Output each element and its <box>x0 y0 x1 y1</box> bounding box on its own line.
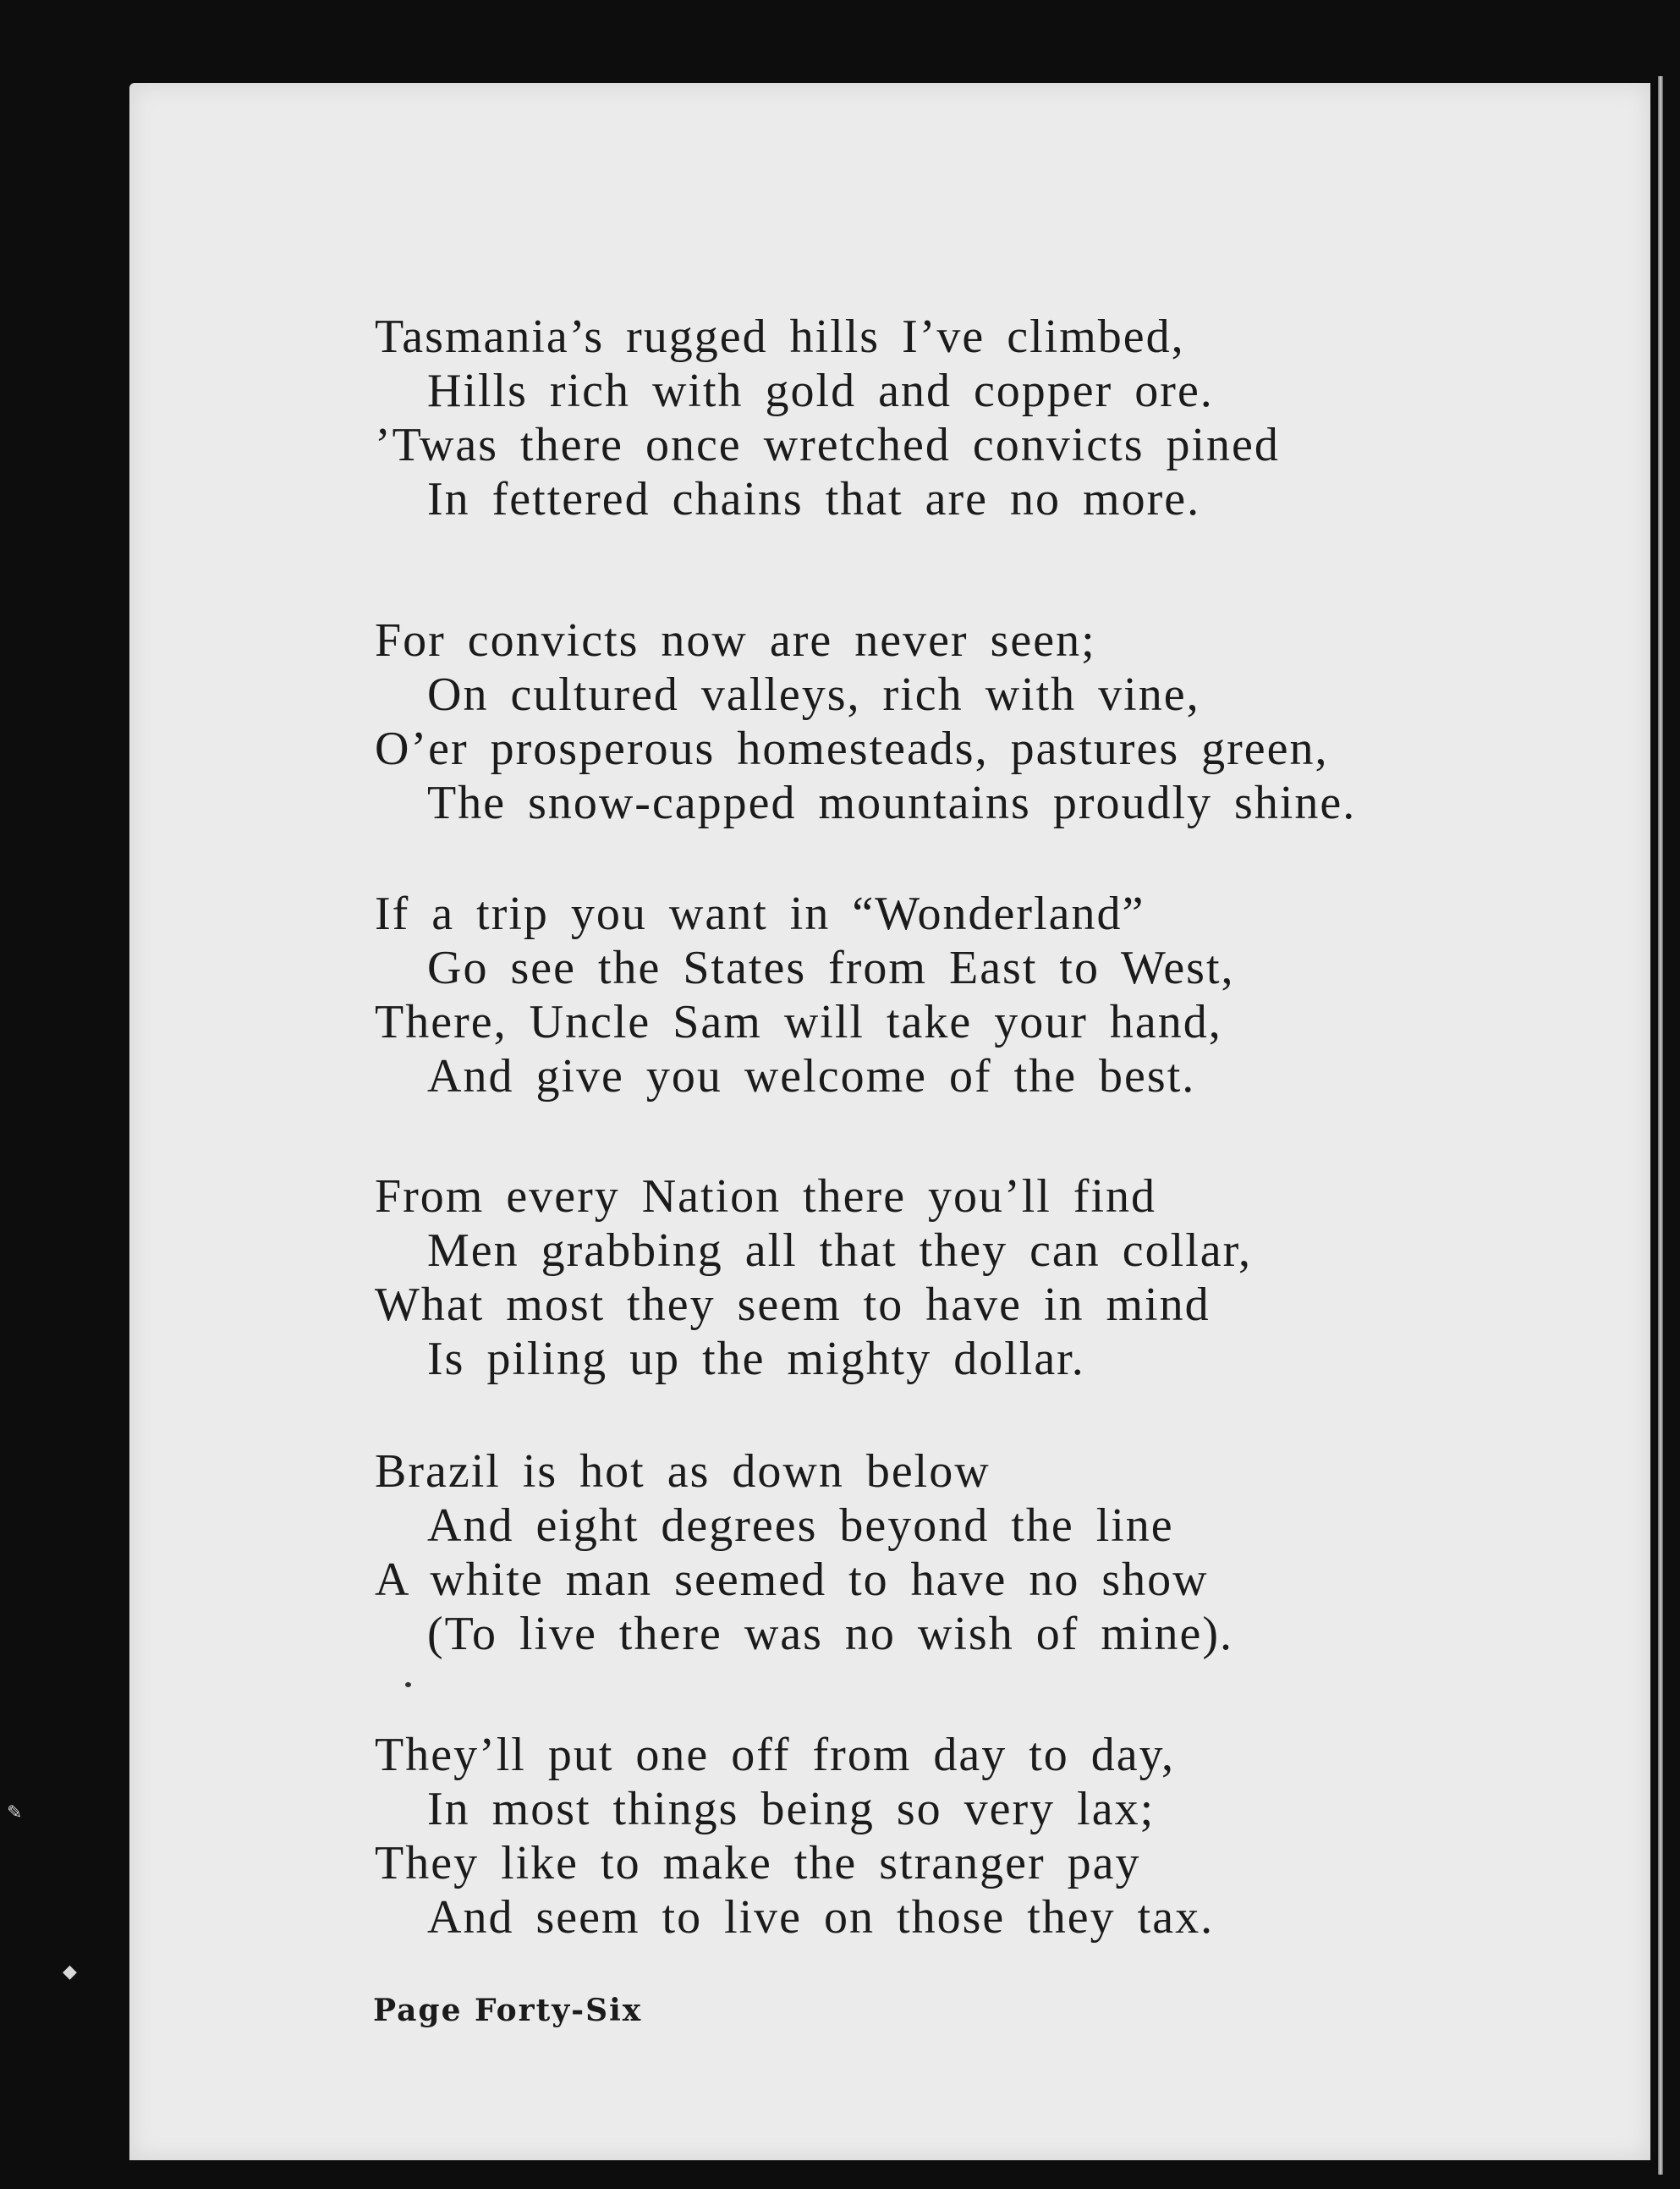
margin-mark-icon: ✎ <box>7 1802 23 1823</box>
stanza-6 <box>375 1728 1610 1944</box>
stanza-line: Brazil is hot as down below <box>375 1445 991 1498</box>
stanza-2 <box>375 613 1610 830</box>
stanza-line: A white man seemed to have no show <box>375 1554 1209 1606</box>
stanza-line: Is piling up the mighty dollar. <box>427 1333 1085 1385</box>
stanza-line: The snow-capped mountains proudly shine. <box>427 777 1357 829</box>
stanza-line: For convicts now are never seen; <box>375 614 1096 667</box>
stanza-line: Tasmania’s rugged hills I’ve climbed, <box>375 311 1185 363</box>
stanza-5 <box>375 1444 1610 1661</box>
stanza-line: (To live there was no wish of mine). <box>427 1608 1233 1660</box>
stanza-line: From every Nation there you’ll find <box>375 1170 1157 1223</box>
scan-edge <box>1658 76 1663 2175</box>
stanza-line: ’Twas there once wretched convicts pined <box>375 419 1280 471</box>
stanza-line: If a trip you want in “Wonderland” <box>375 888 1145 940</box>
stanza-line: In most things being so very lax; <box>427 1783 1156 1835</box>
stanza-line: Go see the States from East to West, <box>427 942 1235 994</box>
stanza-line: O’er prosperous homesteads, pastures green, <box>375 723 1329 775</box>
page-number: Page Forty-Six <box>373 1993 643 2028</box>
ink-speck <box>405 1682 411 1687</box>
book-page <box>129 83 1650 2160</box>
stanza-line: They like to make the stranger pay <box>375 1837 1141 1889</box>
stanza-line: And give you welcome of the best. <box>427 1050 1196 1103</box>
stanza-line: Men grabbing all that they can collar, <box>427 1224 1253 1277</box>
stanza-line: There, Uncle Sam will take your hand, <box>375 996 1222 1048</box>
stanza-line: Hills rich with gold and copper ore. <box>427 365 1214 417</box>
stanza-1 <box>375 310 1610 526</box>
stanza-4 <box>375 1169 1610 1386</box>
stanza-line: And eight degrees beyond the line <box>427 1499 1174 1552</box>
stanza-line: On cultured valleys, rich with vine, <box>427 668 1200 721</box>
stanza-line: In fettered chains that are no more. <box>427 473 1201 525</box>
stanza-line: They’ll put one off from day to day, <box>375 1729 1176 1781</box>
stanza-line: What most they seem to have in mind <box>375 1279 1211 1331</box>
margin-mark-icon: ◆ <box>63 1961 77 1983</box>
stanza-line: And seem to live on those they tax. <box>427 1891 1215 1944</box>
stanza-3 <box>375 887 1610 1103</box>
